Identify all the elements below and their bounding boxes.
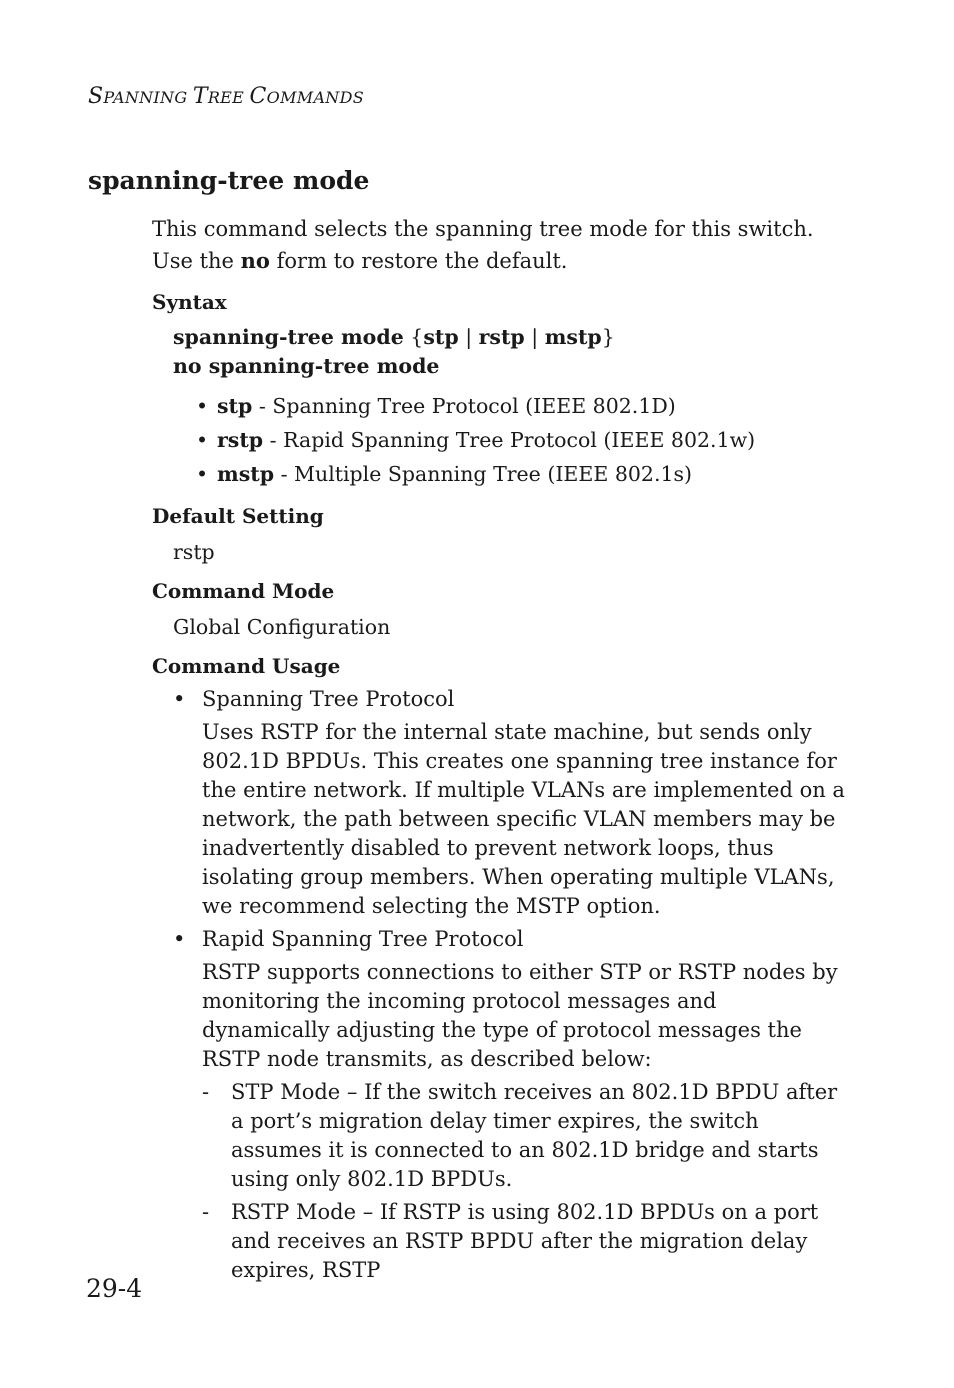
syntax-option: stp (423, 325, 459, 349)
intro-text: This command selects the spanning tree mode for this switch. Use the (152, 217, 814, 273)
running-head (88, 84, 364, 109)
syntax-brace: { (403, 325, 424, 349)
list-item: - RSTP Mode – If RSTP is using 802.1D BPDUs on a port and receives an RSTP BPDU after the migration delay expires, RSTP (202, 1198, 846, 1285)
syntax-command: spanning-tree mode (173, 325, 404, 349)
list-item (173, 925, 846, 1285)
syntax-command: no spanning-tree mode (173, 354, 440, 378)
syntax-block (173, 323, 846, 381)
usage-item-title: • Spanning Tree Protocol (202, 687, 455, 711)
command-body (152, 214, 846, 1289)
command-mode-heading: Command Mode (152, 579, 335, 603)
usage-item-desc: Uses RSTP for the internal state machine, but sends only 802.1D BPDUs. This creates one spanning tree instance for the entire network. If multiple VLANs are implemented on a network, the path between specific VLAN members may be inadvertently disabled to prevent network loops, thus isolating group members. When operating multiple VLANs, we recommend selecting the MSTP option. (202, 720, 845, 918)
syntax-line (173, 323, 846, 352)
option-desc: - Multiple Spanning Tree (IEEE 802.1s) (274, 462, 693, 486)
syntax-brace: } (601, 325, 615, 349)
running-head-part: T (192, 84, 208, 109)
command-mode-value: Global Configuration (173, 615, 391, 639)
list-item (196, 457, 846, 491)
syntax-options-list (152, 389, 846, 491)
page-number: 29-4 (86, 1274, 143, 1303)
list-item (173, 685, 846, 921)
intro-bold-keyword: no (240, 248, 270, 273)
default-setting-heading: Default Setting (152, 504, 324, 528)
running-head-part: PANNING (103, 88, 193, 107)
list-item (196, 389, 846, 423)
running-head-part: OMMANDS (266, 88, 364, 107)
intro-paragraph (152, 214, 846, 277)
default-setting-value: rstp (173, 540, 215, 564)
option-term: rstp (217, 428, 264, 452)
running-head-part: REE (207, 88, 250, 107)
intro-text: form to restore the default. (269, 249, 568, 273)
command-usage-list (152, 685, 846, 1285)
option-desc: - Rapid Spanning Tree Protocol (IEEE 802.1w) (263, 428, 756, 452)
running-head-part: S (88, 84, 104, 109)
usage-sub-list (202, 1078, 846, 1285)
option-desc: - Spanning Tree Protocol (IEEE 802.1D) (252, 394, 676, 418)
running-head-part: C (249, 84, 267, 109)
page-title: spanning-tree mode (88, 166, 370, 195)
usage-item-desc: RSTP supports connections to either STP or RSTP nodes by monitoring the incoming protocol messages and dynamically adjusting the type of protocol messages the RSTP node transmits, as described below: (202, 960, 838, 1071)
list-item: - STP Mode – If the switch receives an 802.1D BPDU after a port’s migration delay timer expires, the switch assumes it is connected to an 802.1D bridge and starts using only 802.1D BPDUs. (202, 1078, 846, 1194)
syntax-separator: | (458, 325, 479, 349)
syntax-heading: Syntax (152, 290, 227, 314)
option-term: mstp (217, 462, 275, 486)
syntax-option: rstp (478, 325, 525, 349)
syntax-option: mstp (544, 325, 602, 349)
list-item (196, 423, 846, 457)
usage-item-title: • Rapid Spanning Tree Protocol (202, 927, 524, 951)
syntax-separator: | (524, 325, 545, 349)
option-term: stp (217, 394, 253, 418)
command-usage-heading: Command Usage (152, 654, 341, 678)
syntax-line (173, 352, 846, 381)
